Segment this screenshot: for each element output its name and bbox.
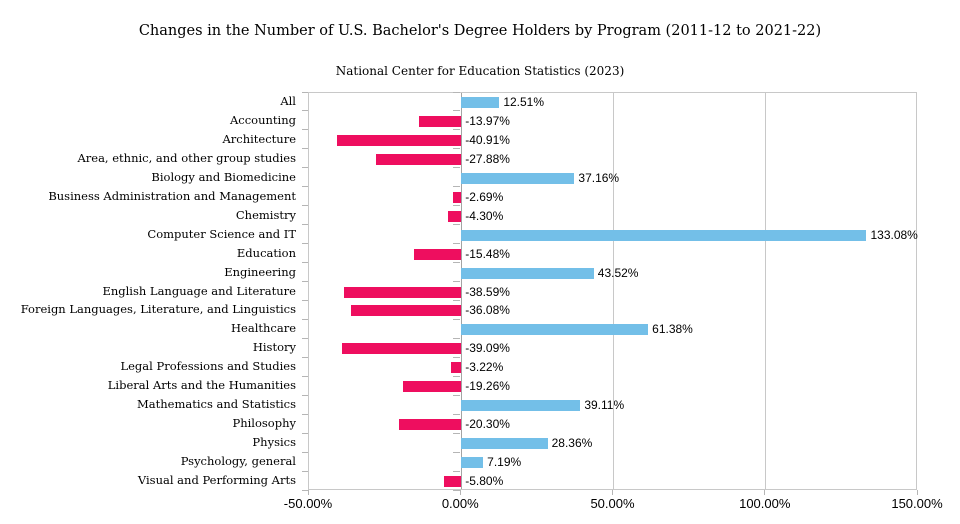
value-axis-tick [764, 490, 765, 495]
category-tick-border [302, 243, 308, 244]
category-tick-border [302, 186, 308, 187]
value-axis-tick [460, 490, 461, 495]
category-label: Architecture [222, 131, 296, 146]
value-label: -38.59% [465, 284, 510, 299]
category-tick-border [302, 148, 308, 149]
bar-negative [419, 116, 462, 127]
category-label: All [280, 94, 296, 108]
x-axis-tick-label: 100.00% [739, 496, 791, 511]
category-label: Healthcare [231, 321, 296, 336]
category-label: Philosophy [232, 416, 296, 431]
bar-negative [399, 419, 461, 430]
category-tick-border [302, 300, 308, 301]
bar-negative [342, 343, 461, 354]
category-tick-zero-axis [453, 148, 460, 149]
category-tick-border [302, 167, 308, 168]
category-tick-border [302, 110, 308, 111]
category-label: Visual and Performing Arts [137, 473, 296, 488]
category-tick-zero-axis [453, 243, 460, 244]
category-tick-zero-axis [453, 433, 460, 434]
value-label: -39.09% [465, 341, 510, 356]
category-tick-border [302, 471, 308, 472]
category-tick-zero-axis [453, 281, 460, 282]
category-label: Legal Professions and Studies [120, 359, 296, 374]
category-label: Engineering [224, 264, 296, 279]
value-label: 7.19% [487, 455, 522, 470]
x-axis-tick-label: -50.00% [283, 496, 333, 511]
category-tick-zero-axis [453, 300, 460, 301]
gridline [613, 93, 614, 489]
category-label: Accounting [230, 112, 296, 127]
value-label: -40.91% [465, 132, 510, 147]
category-tick-zero-axis [453, 471, 460, 472]
value-label: 61.38% [652, 322, 693, 337]
chart-subtitle: National Center for Education Statistics (2023) [335, 64, 625, 78]
category-tick-zero-axis [453, 224, 460, 225]
category-tick-zero-axis [453, 167, 460, 168]
category-axis [0, 92, 296, 490]
gridline [765, 93, 766, 489]
category-label: Physics [252, 435, 296, 450]
chart-title: Changes in the Number of U.S. Bachelor's Degree Holders by Program (2011-12 to 2021-22) [138, 23, 822, 39]
category-tick-zero-axis [453, 129, 460, 130]
bar-negative [337, 135, 462, 146]
value-label: 39.11% [584, 398, 625, 413]
category-tick-border [302, 357, 308, 358]
category-tick-zero-axis [453, 319, 460, 320]
value-label: -36.08% [465, 303, 510, 318]
value-label: 28.36% [551, 436, 593, 451]
category-tick-border [302, 224, 308, 225]
category-label: Education [236, 245, 296, 260]
category-tick-border [302, 281, 308, 282]
value-label: -13.97% [465, 113, 510, 128]
value-label: -2.69% [465, 189, 504, 204]
value-label: 12.51% [503, 95, 545, 109]
value-label: -20.30% [465, 417, 510, 432]
category-label: Psychology, general [180, 454, 296, 469]
bar-negative [451, 362, 461, 373]
bar-negative [453, 192, 461, 203]
value-label: 37.16% [578, 170, 620, 185]
category-tick-zero-axis [453, 205, 460, 206]
value-axis-tick [612, 490, 613, 495]
category-label: Computer Science and IT [147, 226, 296, 241]
bar-positive [461, 438, 547, 449]
value-label: 43.52% [597, 265, 639, 280]
value-label: -4.30% [465, 208, 504, 223]
category-tick-border [302, 376, 308, 377]
category-label: Area, ethnic, and other group studies [77, 150, 296, 165]
value-label: -15.48% [465, 246, 510, 261]
category-tick-border [302, 452, 308, 453]
category-tick-zero-axis [453, 262, 460, 263]
bar-negative [403, 381, 462, 392]
category-label: English Language and Literature [102, 283, 296, 298]
value-label: 133.08% [870, 227, 918, 242]
bar-positive [461, 230, 866, 241]
category-label: Liberal Arts and the Humanities [107, 378, 296, 393]
bar-negative [376, 154, 461, 165]
category-tick-border [302, 262, 308, 263]
category-tick-zero-axis [453, 186, 460, 187]
value-axis-tick [917, 490, 918, 495]
category-label: History [252, 340, 296, 355]
category-label: Biology and Biomedicine [151, 169, 296, 184]
bar-negative [444, 476, 462, 487]
bar-negative [414, 249, 461, 260]
x-axis-tick-label: 50.00% [590, 496, 635, 511]
category-tick-border [302, 205, 308, 206]
category-tick-zero-axis [453, 338, 460, 339]
category-label: Business Administration and Management [48, 188, 296, 203]
category-tick-zero-axis [453, 110, 460, 111]
value-label: -19.26% [465, 379, 510, 394]
category-tick-zero-axis [453, 452, 460, 453]
plot-area [308, 92, 917, 490]
category-tick-border [302, 129, 308, 130]
category-tick-zero-axis [453, 376, 460, 377]
x-axis-tick-label: 150.00% [891, 496, 943, 511]
category-tick-border [302, 92, 308, 93]
bar-positive [461, 324, 648, 335]
bar-positive [461, 400, 580, 411]
bar-positive [461, 97, 499, 108]
category-tick-border [302, 395, 308, 396]
value-axis-tick [308, 490, 309, 495]
value-label: -5.80% [465, 474, 504, 489]
category-tick-border [302, 433, 308, 434]
category-label: Chemistry [235, 207, 296, 222]
category-tick-border [302, 414, 308, 415]
bar-positive [461, 173, 574, 184]
value-label: -3.22% [465, 360, 504, 375]
bar-positive [461, 268, 594, 279]
category-tick-zero-axis [453, 92, 460, 93]
category-label: Foreign Languages, Literature, and Linguistics [20, 302, 296, 317]
category-tick-zero-axis [453, 395, 460, 396]
category-tick-border [302, 338, 308, 339]
bar-negative [351, 305, 461, 316]
category-tick-zero-axis [453, 414, 460, 415]
category-label: Mathematics and Statistics [136, 397, 296, 412]
value-label: -27.88% [465, 151, 510, 166]
category-tick-zero-axis [453, 357, 460, 358]
bar-negative [344, 287, 462, 298]
bar-positive [461, 457, 483, 468]
bar-negative [448, 211, 461, 222]
x-axis-tick-label: 0.00% [441, 496, 479, 511]
category-tick-border [302, 319, 308, 320]
